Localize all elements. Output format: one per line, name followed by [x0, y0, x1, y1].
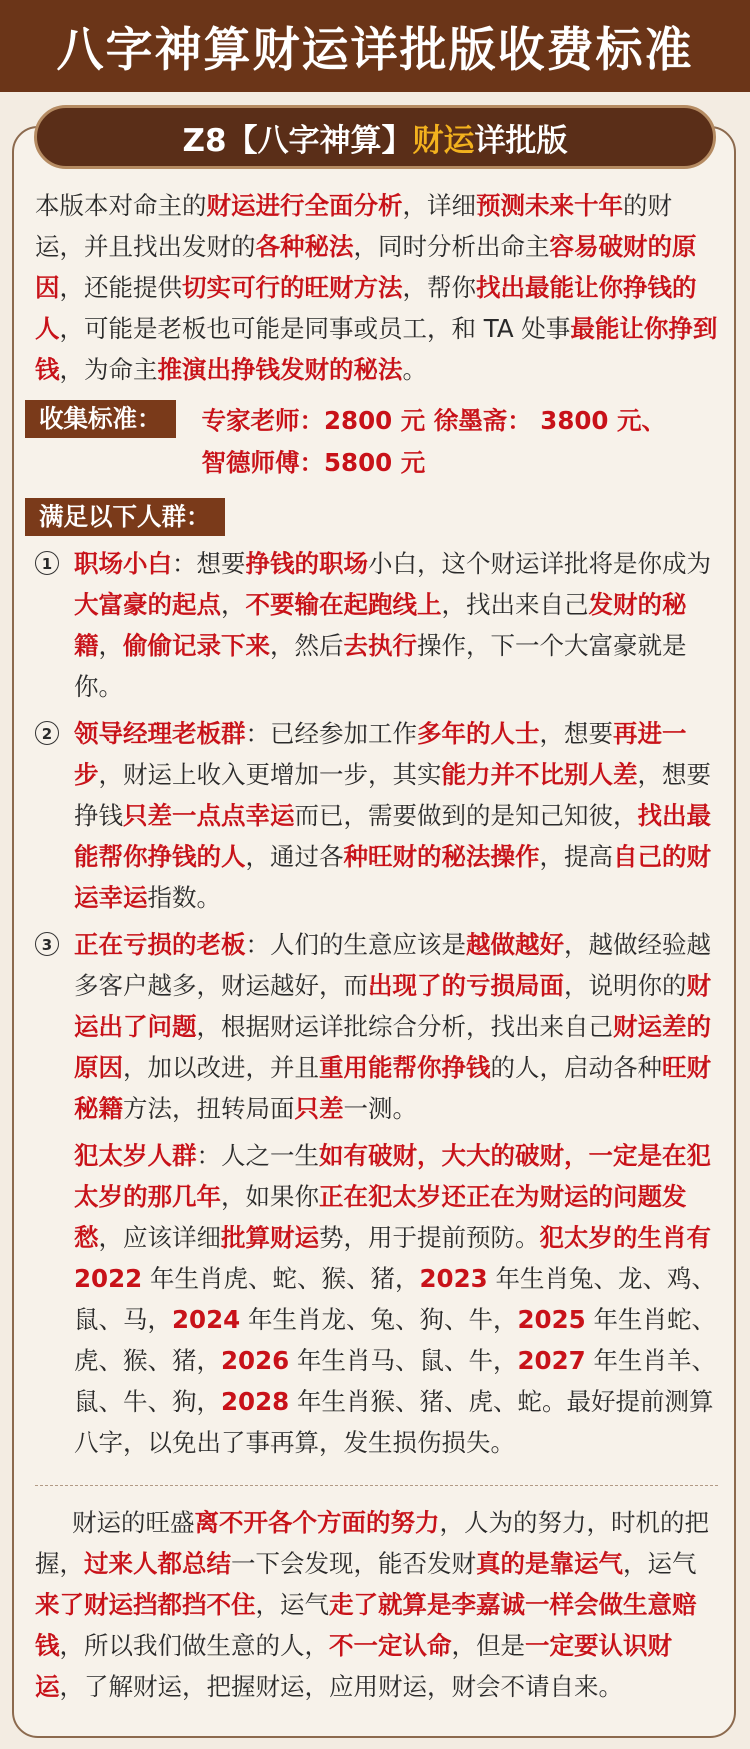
highlight-text: 重用能帮你挣钱: [319, 1053, 491, 1082]
page-title: 八字神算财运详批版收费标准: [56, 22, 694, 78]
body-text: ，: [221, 590, 246, 619]
highlight-text: 不要输在起跑线上: [245, 590, 442, 619]
highlight-text: 财运差的原因: [74, 1012, 711, 1082]
body-text: 指数。: [147, 883, 221, 912]
body-text: 势，用于提前预防。: [319, 1223, 540, 1252]
highlight-text: 2023: [419, 1264, 488, 1293]
body-text: ，详细: [402, 191, 476, 220]
highlight-text: 偷偷记录下来: [123, 631, 270, 660]
body-text: 年生肖羊、鼠、牛、狗，: [74, 1346, 716, 1416]
highlight-text: 2024: [172, 1305, 241, 1334]
crowd-item: [35, 924, 718, 1129]
body-text: ，还能提供: [59, 273, 182, 302]
highlight-text: 旺财秘籍: [74, 1053, 711, 1123]
body-text: ，为命主: [59, 355, 158, 384]
highlight-text: 推演出挣钱发财的秘法: [157, 355, 403, 384]
body-text: ，了解财运，把握财运，应用财运，财会不请自来。: [59, 1672, 623, 1701]
body-text: ，想要挣钱: [74, 760, 711, 830]
body-text: ：已经参加工作: [245, 719, 417, 748]
body-text: ，提高: [539, 842, 613, 871]
body-text: 而已，需要做到的是知己知彼，: [294, 801, 638, 830]
highlight-text: 种旺财的秘法操作: [343, 842, 540, 871]
body-text: ，然后: [270, 631, 344, 660]
highlight-text: 正在犯太岁还正在为财运的问题发愁: [74, 1182, 687, 1252]
body-text: ，帮你: [402, 273, 476, 302]
highlight-text: 过来人都总结: [84, 1549, 231, 1578]
body-text: ，运气: [255, 1590, 329, 1619]
highlight-text: 来了财运挡都挡不住: [35, 1590, 256, 1619]
highlight-text: 出现了的亏损局面: [368, 971, 564, 1000]
pricing-values: [202, 400, 667, 484]
highlight-text: 如有破财，大大的破财，一定是在犯太岁的那几年: [74, 1141, 711, 1211]
highlight-text: 不一定认命: [329, 1631, 452, 1660]
body-text: 操作，下一个大富豪就是你。: [74, 631, 687, 701]
plate-prefix: Z8【八字神算】: [182, 122, 413, 159]
highlight-text: 2025: [517, 1305, 586, 1334]
highlight-text: 再进一步: [74, 719, 687, 789]
body-text: ，通过各: [245, 842, 344, 871]
crowd-item: [35, 543, 718, 707]
pricing-row: [35, 400, 718, 484]
plate-suffix: 详批版: [474, 122, 568, 159]
body-text: ，应该详细: [98, 1223, 221, 1252]
pricing-line-2: 智德师傅：5800 元: [201, 448, 426, 477]
highlight-text: 一定要认识财运: [35, 1631, 672, 1701]
plate-highlight: 财运: [412, 122, 475, 159]
highlight-text: 找出最能让你挣钱的人: [35, 273, 697, 343]
body-text: 本版本对命主的: [35, 191, 207, 220]
highlight-text: 越做越好: [466, 930, 564, 959]
body-text: ，人为的努力，时机的把握，: [35, 1508, 709, 1578]
highlight-text: 财运出了问题: [74, 971, 711, 1041]
highlight-text: 离不开各个方面的努力: [194, 1508, 440, 1537]
page-banner: [0, 0, 750, 92]
highlight-text: 走了就算是李嘉诚一样会做生意赔钱: [35, 1590, 697, 1660]
item-number-badge: 2: [35, 721, 59, 745]
highlight-text: 容易破财的原因: [35, 232, 697, 302]
body-text: ：想要: [172, 549, 246, 578]
highlight-text: 切实可行的旺财方法: [182, 273, 403, 302]
crowd-item: [35, 713, 718, 918]
intro-paragraph: [35, 185, 718, 390]
body-text: 财运的旺盛: [72, 1508, 195, 1537]
highlight-text: 大富豪的起点: [74, 590, 221, 619]
body-text: 年生肖猴、猪、虎、蛇。最好提前测算八字，以免出了事再算，发生损伤损失。: [74, 1387, 714, 1457]
body-text: 。: [402, 355, 427, 384]
body-text: 的人，启动各种: [490, 1053, 662, 1082]
body-text: ：人们的生意应该是: [245, 930, 466, 959]
body-text: 年生肖马、鼠、牛，: [289, 1346, 518, 1375]
body-text: 的财运，并且找出发财的: [35, 191, 672, 261]
crowd-list: [35, 543, 718, 1463]
highlight-text: 只差: [294, 1094, 344, 1123]
body-text: ，同时分析出命主: [353, 232, 550, 261]
highlight-text: 发财的秘籍: [74, 590, 687, 660]
body-text: 年生肖虎、蛇、猴、猪，: [142, 1264, 420, 1293]
item-number-badge: 1: [35, 551, 59, 575]
highlight-text: 挣钱的职场: [245, 549, 368, 578]
body-text: 方法，扭转局面: [123, 1094, 295, 1123]
highlight-text: 职场小白: [74, 549, 172, 578]
pricing-line-1: 专家老师：2800 元 徐墨斋： 3800 元、: [201, 406, 666, 435]
highlight-text: 犯太岁人群: [74, 1141, 197, 1170]
crowd-item: [35, 1135, 718, 1463]
pricing-label: 收集标准：: [25, 400, 176, 438]
highlight-text: 2027: [517, 1346, 586, 1375]
body-text: 一测。: [343, 1094, 417, 1123]
body-text: ，运气: [623, 1549, 697, 1578]
highlight-text: 能力并不比别人差: [441, 760, 638, 789]
body-text: ，根据财运详批综合分析，找出来自己: [196, 1012, 613, 1041]
body-text: 年生肖龙、兔、狗、牛，: [240, 1305, 518, 1334]
body-text: ，但是: [451, 1631, 525, 1660]
body-text: ，财运上收入更增加一步，其实: [98, 760, 442, 789]
highlight-text: 去执行: [343, 631, 417, 660]
body-text: ：人之一生: [196, 1141, 319, 1170]
item-number-badge: 3: [35, 932, 59, 956]
content-body: [35, 185, 718, 1707]
highlight-text: 正在亏损的老板: [74, 930, 246, 959]
highlight-text: 只差一点点幸运: [123, 801, 295, 830]
body-text: ，说明你的: [564, 971, 687, 1000]
body-text: ，如果你: [221, 1182, 319, 1211]
highlight-text: 犯太岁的生肖有 2022: [74, 1223, 711, 1293]
product-title-plate: [34, 105, 716, 169]
highlight-text: 2028: [221, 1387, 290, 1416]
body-text: 年生肖蛇、虎、猴、猪，: [74, 1305, 716, 1375]
highlight-text: 领导经理老板群: [74, 719, 246, 748]
body-text: ，想要: [539, 719, 613, 748]
divider: [35, 1485, 718, 1486]
body-text: ，越做经验越多客户越多，财运越好，而: [74, 930, 711, 1000]
highlight-text: 多年的人士: [417, 719, 540, 748]
highlight-text: 找出最能帮你挣钱的人: [74, 801, 711, 871]
highlight-text: 最能让你挣到钱: [35, 314, 718, 384]
crowd-label: 满足以下人群：: [25, 498, 225, 536]
body-text: ，可能是老板也可能是同事或员工，和 TA 处事: [59, 314, 571, 343]
body-text: ，: [98, 631, 123, 660]
body-text: ，所以我们做生意的人，: [59, 1631, 329, 1660]
body-text: 年生肖兔、龙、鸡、鼠、马，: [74, 1264, 716, 1334]
highlight-text: 预测未来十年: [476, 191, 623, 220]
body-text: 小白，这个财运详批将是你成为: [368, 549, 711, 578]
body-text: 一下会发现，能否发财: [231, 1549, 476, 1578]
highlight-text: 批算财运: [221, 1223, 319, 1252]
highlight-text: 各种秘法: [255, 232, 354, 261]
highlight-text: 2026: [221, 1346, 290, 1375]
body-text: ，找出来自己: [441, 590, 589, 619]
highlight-text: 财运进行全面分析: [206, 191, 403, 220]
highlight-text: 真的是靠运气: [476, 1549, 623, 1578]
highlight-text: 自己的财运幸运: [74, 842, 711, 912]
closing-paragraph: [35, 1502, 718, 1707]
body-text: ，加以改进，并且: [123, 1053, 319, 1082]
